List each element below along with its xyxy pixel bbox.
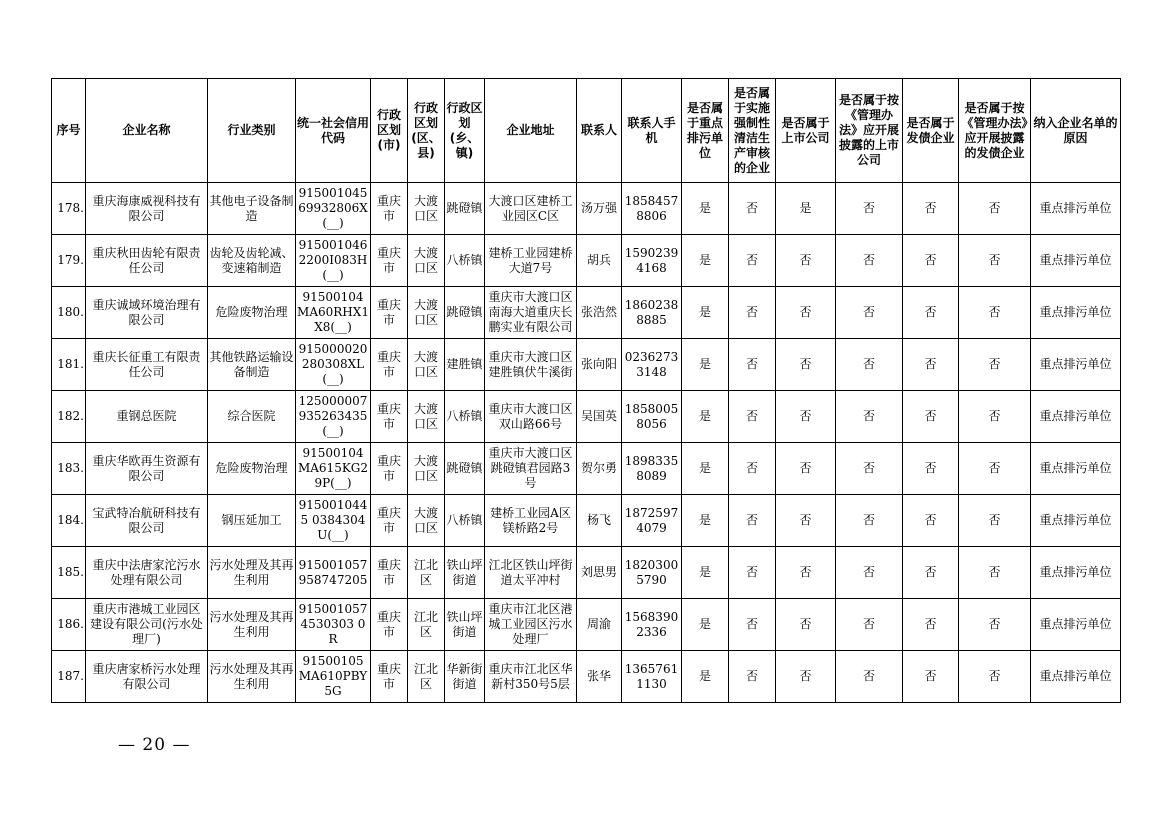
key-polluter-cell: 是: [682, 183, 729, 235]
listed-disclosure-cell: 否: [836, 235, 903, 287]
col-header: 是否属于发债企业: [903, 79, 959, 183]
address-cell: 建桥工业园A区镁桥路2号: [485, 495, 577, 547]
contact-cell: 张向阳: [577, 339, 622, 391]
listed-company-cell: 否: [776, 443, 836, 495]
page-number: — 20 —: [118, 735, 191, 755]
reason-cell: 重点排污单位: [1031, 651, 1121, 703]
industry-cell: 污水处理及其再生利用: [208, 599, 296, 651]
reason-cell: 重点排污单位: [1031, 235, 1121, 287]
district-cell: 大渡口区: [408, 287, 445, 339]
key-polluter-cell: 是: [682, 339, 729, 391]
row-number-cell: 184.: [52, 495, 86, 547]
listed-disclosure-cell: 否: [836, 599, 903, 651]
phone-cell: 15902394168: [622, 235, 682, 287]
contact-cell: 汤万强: [577, 183, 622, 235]
bond-issuer-cell: 否: [903, 339, 959, 391]
company-name-cell: 宝武特冶航研科技有限公司: [86, 495, 208, 547]
clean-production-cell: 否: [729, 339, 776, 391]
contact-cell: 张浩然: [577, 287, 622, 339]
district-cell: 大渡口区: [408, 443, 445, 495]
industry-cell: 污水处理及其再生利用: [208, 547, 296, 599]
key-polluter-cell: 是: [682, 651, 729, 703]
table-header-row: [52, 79, 1121, 183]
credit-code-cell: 91500104MA60RHX1X8(__): [296, 287, 371, 339]
reason-cell: 重点排污单位: [1031, 495, 1121, 547]
credit-code-cell: 91500104569932806X(__): [296, 183, 371, 235]
address-cell: 重庆市江北区港城工业园区污水处理厂: [485, 599, 577, 651]
city-cell: 重庆市: [371, 495, 408, 547]
table-row: [52, 599, 1121, 651]
city-cell: 重庆市: [371, 599, 408, 651]
listed-disclosure-cell: 否: [836, 651, 903, 703]
col-header: 行政区划(区、县): [408, 79, 445, 183]
col-header: 企业地址: [485, 79, 577, 183]
district-cell: 江北区: [408, 651, 445, 703]
col-header: 序号: [52, 79, 86, 183]
bond-issuer-cell: 否: [903, 443, 959, 495]
district-cell: 大渡口区: [408, 339, 445, 391]
reason-cell: 重点排污单位: [1031, 339, 1121, 391]
col-header: 是否属于按《管理办法》应开展披露的发债企业: [959, 79, 1031, 183]
company-name-cell: 重庆市港城工业园区建设有限公司(污水处理厂): [86, 599, 208, 651]
industry-cell: 污水处理及其再生利用: [208, 651, 296, 703]
clean-production-cell: 否: [729, 391, 776, 443]
reason-cell: 重点排污单位: [1031, 183, 1121, 235]
phone-cell: 13657611130: [622, 651, 682, 703]
credit-code-cell: 91500105MA610PBY5G: [296, 651, 371, 703]
town-cell: 跳磴镇: [445, 183, 485, 235]
bond-issuer-cell: 否: [903, 235, 959, 287]
town-cell: 建胜镇: [445, 339, 485, 391]
col-header: 是否属于上市公司: [776, 79, 836, 183]
listed-company-cell: 否: [776, 287, 836, 339]
phone-cell: 18725974079: [622, 495, 682, 547]
enterprise-table: [51, 78, 1121, 703]
col-header: 行政区划(市): [371, 79, 408, 183]
town-cell: 华新街街道: [445, 651, 485, 703]
listed-company-cell: 否: [776, 339, 836, 391]
col-header: 是否属于重点排污单位: [682, 79, 729, 183]
bond-issuer-cell: 否: [903, 651, 959, 703]
clean-production-cell: 否: [729, 651, 776, 703]
contact-cell: 周渝: [577, 599, 622, 651]
city-cell: 重庆市: [371, 651, 408, 703]
table-row: [52, 391, 1121, 443]
company-name-cell: 重庆长征重工有限责任公司: [86, 339, 208, 391]
listed-disclosure-cell: 否: [836, 183, 903, 235]
phone-cell: 18602388885: [622, 287, 682, 339]
company-name-cell: 重钢总医院: [86, 391, 208, 443]
key-polluter-cell: 是: [682, 495, 729, 547]
listed-disclosure-cell: 否: [836, 495, 903, 547]
clean-production-cell: 否: [729, 599, 776, 651]
town-cell: 铁山坪街道: [445, 547, 485, 599]
address-cell: 重庆市大渡口区双山路66号: [485, 391, 577, 443]
credit-code-cell: 915001057958747205: [296, 547, 371, 599]
address-cell: 建桥工业园建桥大道7号: [485, 235, 577, 287]
clean-production-cell: 否: [729, 495, 776, 547]
listed-company-cell: 否: [776, 391, 836, 443]
bond-issuer-cell: 否: [903, 547, 959, 599]
key-polluter-cell: 是: [682, 287, 729, 339]
phone-cell: 18584578806: [622, 183, 682, 235]
industry-cell: 综合医院: [208, 391, 296, 443]
city-cell: 重庆市: [371, 443, 408, 495]
row-number-cell: 185.: [52, 547, 86, 599]
key-polluter-cell: 是: [682, 443, 729, 495]
city-cell: 重庆市: [371, 287, 408, 339]
bond-disclosure-cell: 否: [959, 443, 1031, 495]
col-header: 是否属于实施强制性清洁生产审核的企业: [729, 79, 776, 183]
industry-cell: 齿轮及齿轮减、变速箱制造: [208, 235, 296, 287]
bond-issuer-cell: 否: [903, 183, 959, 235]
company-name-cell: 重庆秋田齿轮有限责任公司: [86, 235, 208, 287]
bond-disclosure-cell: 否: [959, 651, 1031, 703]
address-cell: 江北区铁山坪街道太平冲村: [485, 547, 577, 599]
contact-cell: 张华: [577, 651, 622, 703]
listed-company-cell: 否: [776, 599, 836, 651]
table-row: [52, 235, 1121, 287]
credit-code-cell: 9150010462200I083H(__): [296, 235, 371, 287]
row-number-cell: 181.: [52, 339, 86, 391]
row-number-cell: 180.: [52, 287, 86, 339]
town-cell: 跳磴镇: [445, 443, 485, 495]
industry-cell: 其他铁路运输设备制造: [208, 339, 296, 391]
city-cell: 重庆市: [371, 547, 408, 599]
listed-disclosure-cell: 否: [836, 339, 903, 391]
table-row: [52, 339, 1121, 391]
row-number-cell: 186.: [52, 599, 86, 651]
bond-disclosure-cell: 否: [959, 391, 1031, 443]
town-cell: 铁山坪街道: [445, 599, 485, 651]
district-cell: 大渡口区: [408, 495, 445, 547]
company-name-cell: 重庆华欧再生资源有限公司: [86, 443, 208, 495]
listed-company-cell: 是: [776, 183, 836, 235]
listed-company-cell: 否: [776, 235, 836, 287]
bond-issuer-cell: 否: [903, 287, 959, 339]
listed-disclosure-cell: 否: [836, 287, 903, 339]
col-header: 是否属于按《管理办法》应开展披露的上市公司: [836, 79, 903, 183]
bond-issuer-cell: 否: [903, 391, 959, 443]
company-name-cell: 重庆诚域环境治理有限公司: [86, 287, 208, 339]
industry-cell: 钢压延加工: [208, 495, 296, 547]
listed-disclosure-cell: 否: [836, 443, 903, 495]
address-cell: 重庆市大渡口区跳磴镇君园路3号: [485, 443, 577, 495]
district-cell: 江北区: [408, 599, 445, 651]
reason-cell: 重点排污单位: [1031, 443, 1121, 495]
town-cell: 跳磴镇: [445, 287, 485, 339]
listed-disclosure-cell: 否: [836, 391, 903, 443]
credit-code-cell: 9150010574530303 0R: [296, 599, 371, 651]
bond-disclosure-cell: 否: [959, 339, 1031, 391]
district-cell: 大渡口区: [408, 183, 445, 235]
reason-cell: 重点排污单位: [1031, 599, 1121, 651]
listed-disclosure-cell: 否: [836, 547, 903, 599]
row-number-cell: 178.: [52, 183, 86, 235]
phone-cell: 18983358089: [622, 443, 682, 495]
contact-cell: 胡兵: [577, 235, 622, 287]
city-cell: 重庆市: [371, 235, 408, 287]
clean-production-cell: 否: [729, 183, 776, 235]
table-row: [52, 495, 1121, 547]
district-cell: 大渡口区: [408, 391, 445, 443]
address-cell: 重庆市江北区华新村350号5层: [485, 651, 577, 703]
district-cell: 大渡口区: [408, 235, 445, 287]
address-cell: 重庆市大渡口区建胜镇伏牛溪街: [485, 339, 577, 391]
city-cell: 重庆市: [371, 391, 408, 443]
company-name-cell: 重庆海康威视科技有限公司: [86, 183, 208, 235]
address-cell: 大渡口区建桥工业园区C区: [485, 183, 577, 235]
credit-code-cell: 91500104MA615KG29P(__): [296, 443, 371, 495]
bond-disclosure-cell: 否: [959, 235, 1031, 287]
col-header: 纳入企业名单的原因: [1031, 79, 1121, 183]
table-row: [52, 183, 1121, 235]
credit-code-cell: 125000007935263435(__): [296, 391, 371, 443]
company-name-cell: 重庆中法唐家沱污水处理有限公司: [86, 547, 208, 599]
table-row: [52, 547, 1121, 599]
phone-cell: 18203005790: [622, 547, 682, 599]
col-header: 行业类别: [208, 79, 296, 183]
row-number-cell: 182.: [52, 391, 86, 443]
clean-production-cell: 否: [729, 443, 776, 495]
reason-cell: 重点排污单位: [1031, 391, 1121, 443]
phone-cell: 15683902336: [622, 599, 682, 651]
town-cell: 八桥镇: [445, 391, 485, 443]
col-header: 联系人: [577, 79, 622, 183]
contact-cell: 刘思男: [577, 547, 622, 599]
col-header: 行政区划(乡、镇): [445, 79, 485, 183]
bond-disclosure-cell: 否: [959, 183, 1031, 235]
credit-code-cell: 9150010445 0384304U(__): [296, 495, 371, 547]
listed-company-cell: 否: [776, 547, 836, 599]
contact-cell: 吴国英: [577, 391, 622, 443]
key-polluter-cell: 是: [682, 547, 729, 599]
town-cell: 八桥镇: [445, 235, 485, 287]
listed-company-cell: 否: [776, 495, 836, 547]
row-number-cell: 179.: [52, 235, 86, 287]
row-number-cell: 183.: [52, 443, 86, 495]
bond-disclosure-cell: 否: [959, 547, 1031, 599]
contact-cell: 贺尔勇: [577, 443, 622, 495]
industry-cell: 其他电子设备制造: [208, 183, 296, 235]
clean-production-cell: 否: [729, 235, 776, 287]
table-row: [52, 443, 1121, 495]
table-row: [52, 651, 1121, 703]
district-cell: 江北区: [408, 547, 445, 599]
key-polluter-cell: 是: [682, 599, 729, 651]
clean-production-cell: 否: [729, 547, 776, 599]
contact-cell: 杨飞: [577, 495, 622, 547]
industry-cell: 危险废物治理: [208, 287, 296, 339]
phone-cell: 02362733148: [622, 339, 682, 391]
table-row: [52, 287, 1121, 339]
key-polluter-cell: 是: [682, 235, 729, 287]
bond-disclosure-cell: 否: [959, 599, 1031, 651]
key-polluter-cell: 是: [682, 391, 729, 443]
bond-disclosure-cell: 否: [959, 287, 1031, 339]
company-name-cell: 重庆唐家桥污水处理有限公司: [86, 651, 208, 703]
city-cell: 重庆市: [371, 183, 408, 235]
reason-cell: 重点排污单位: [1031, 547, 1121, 599]
bond-issuer-cell: 否: [903, 495, 959, 547]
col-header: 统一社会信用代码: [296, 79, 371, 183]
credit-code-cell: 915000020280308XL(__): [296, 339, 371, 391]
col-header: 企业名称: [86, 79, 208, 183]
reason-cell: 重点排污单位: [1031, 287, 1121, 339]
bond-disclosure-cell: 否: [959, 495, 1031, 547]
phone-cell: 18580058056: [622, 391, 682, 443]
bond-issuer-cell: 否: [903, 599, 959, 651]
address-cell: 重庆市大渡口区南海大道重庆长鹏实业有限公司: [485, 287, 577, 339]
city-cell: 重庆市: [371, 339, 408, 391]
industry-cell: 危险废物治理: [208, 443, 296, 495]
row-number-cell: 187.: [52, 651, 86, 703]
col-header: 联系人手机: [622, 79, 682, 183]
listed-company-cell: 否: [776, 651, 836, 703]
town-cell: 八桥镇: [445, 495, 485, 547]
clean-production-cell: 否: [729, 287, 776, 339]
